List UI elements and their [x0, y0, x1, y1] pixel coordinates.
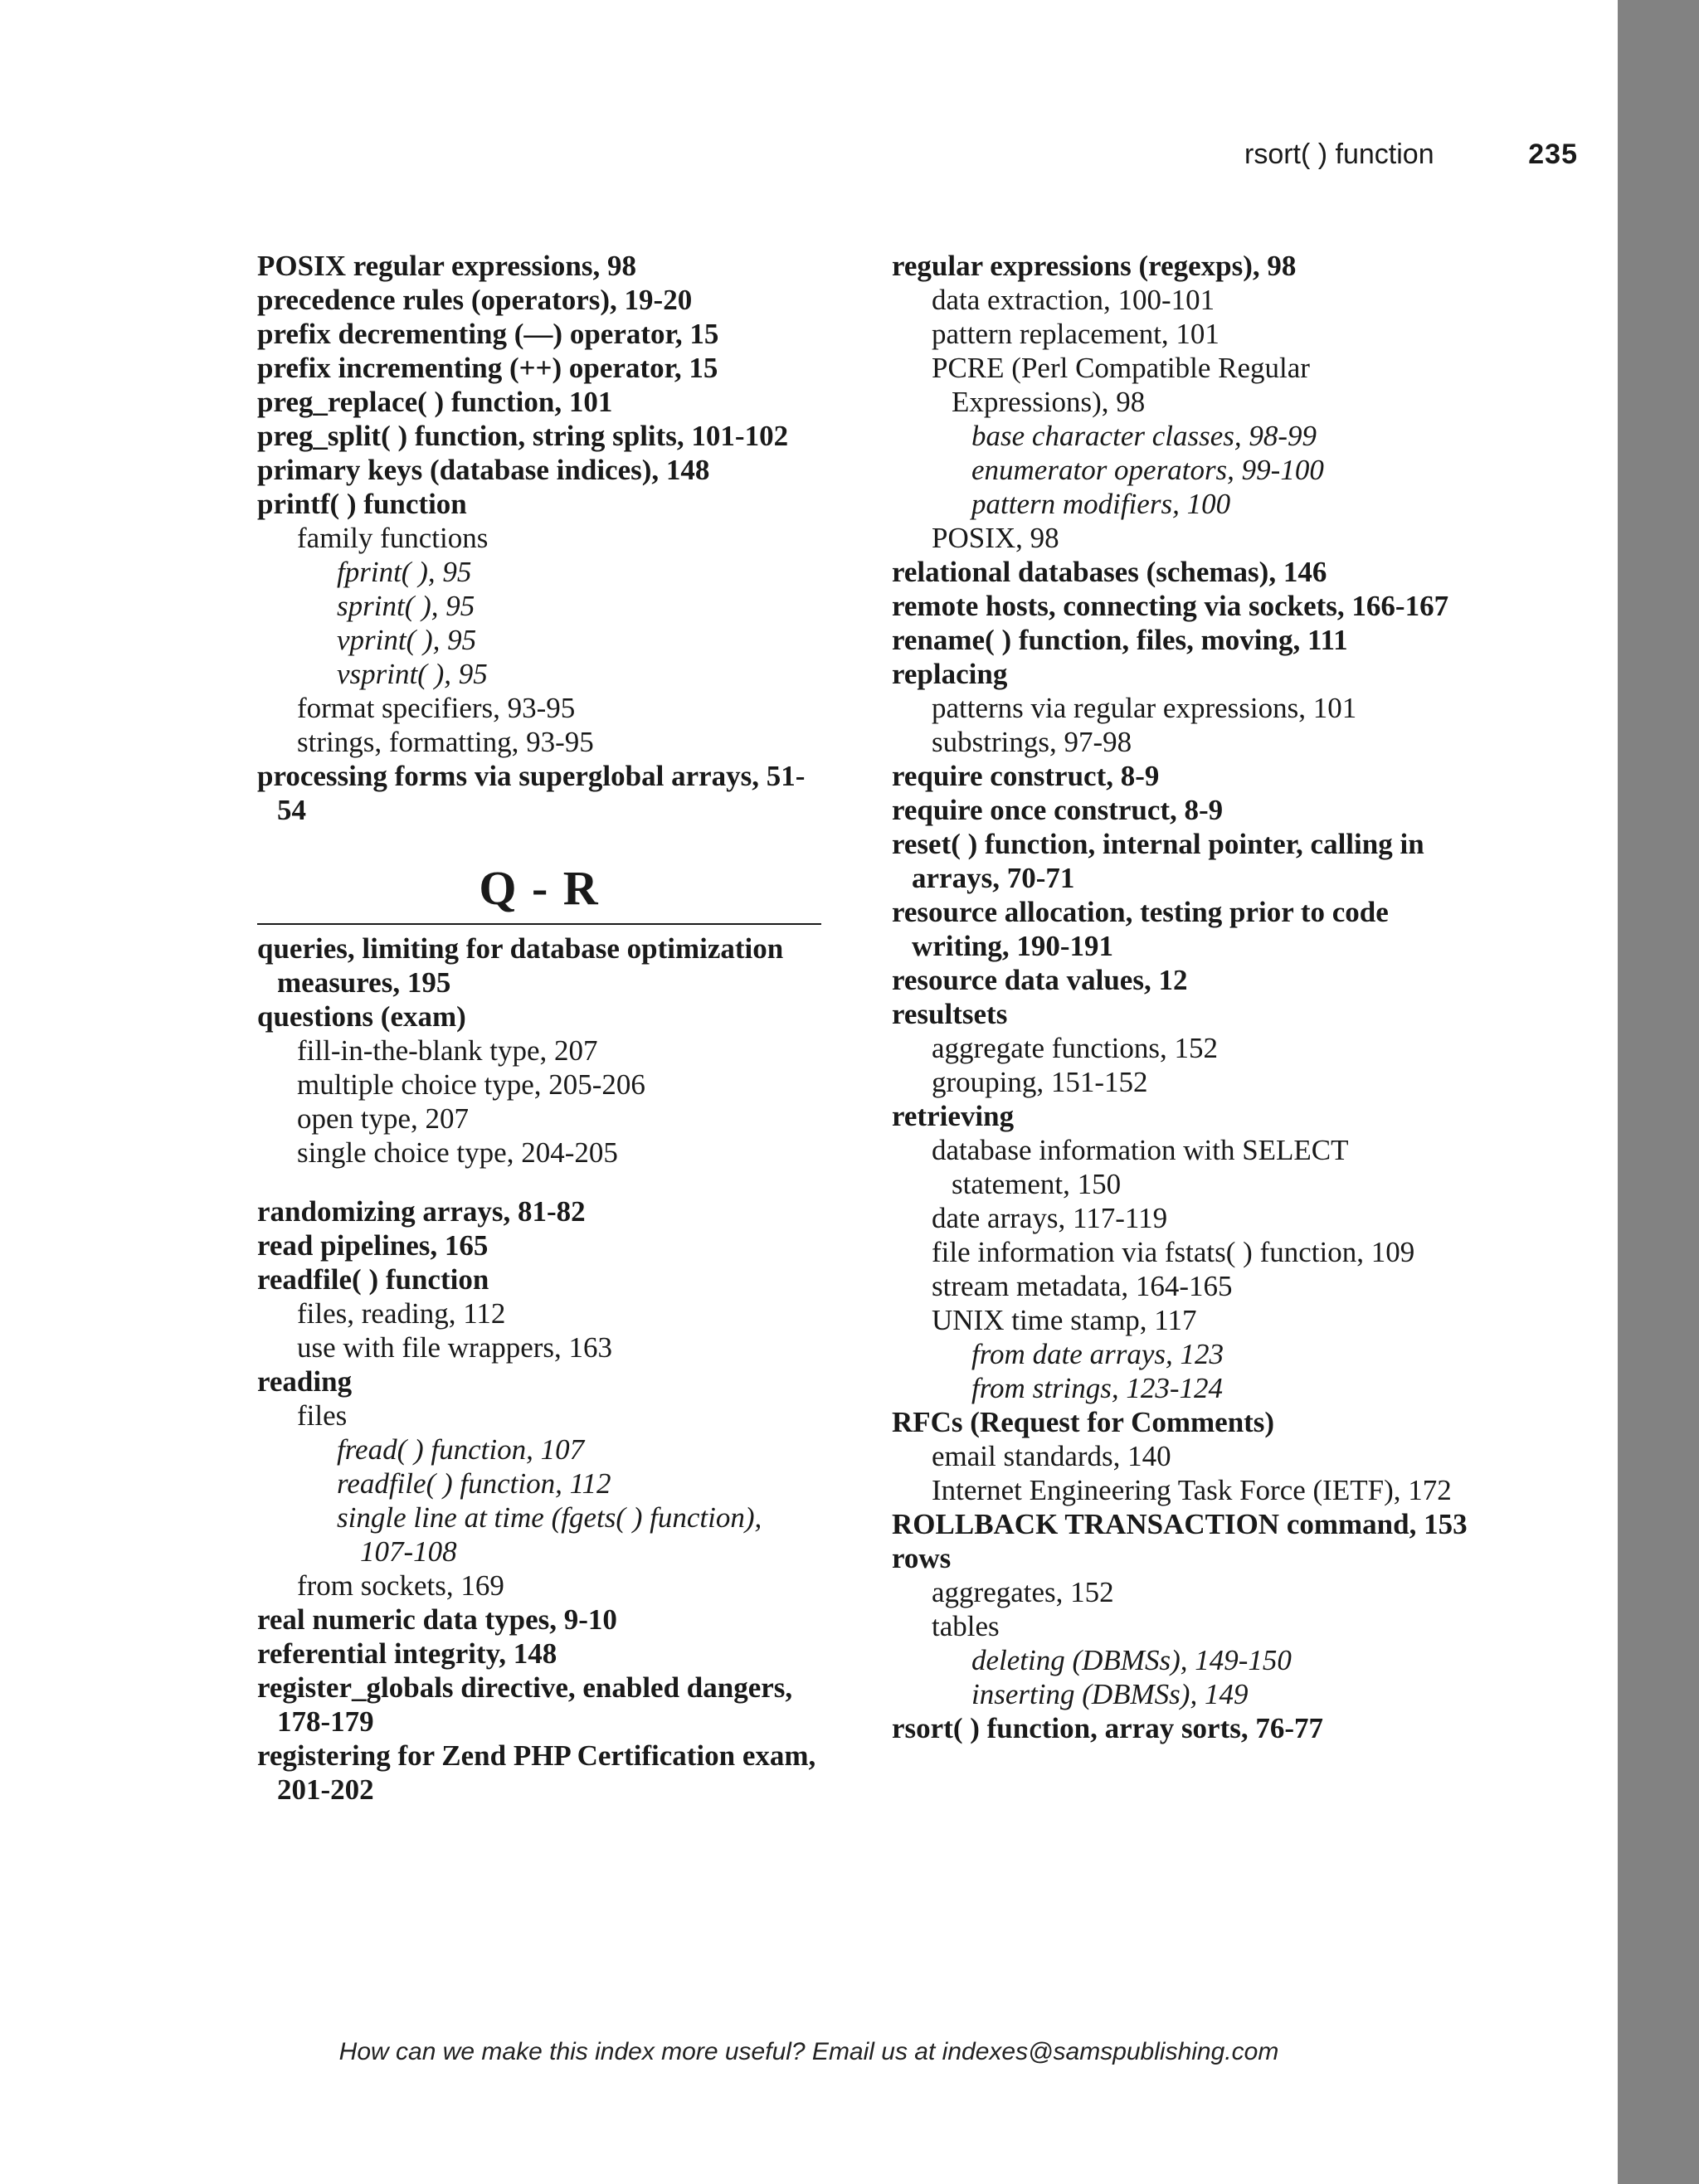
- index-entry: preg_split( ) function, string splits, 101-102: [257, 420, 789, 452]
- index-subentry: POSIX, 98: [932, 522, 1059, 554]
- index-subentry: multiple choice type, 205-206: [297, 1068, 645, 1101]
- index-subentry: data extraction, 100-101: [932, 284, 1215, 316]
- index-subsubentry: vprint( ), 95: [337, 624, 477, 656]
- index-entry: reset( ) function, internal pointer, calling in arrays, 70-71: [892, 828, 1424, 894]
- index-subsubentry: inserting (DBMSs), 149: [971, 1678, 1249, 1710]
- index-subsubentry: enumerator operators, 99-100: [971, 454, 1324, 486]
- index-entry: readfile( ) function: [257, 1263, 489, 1296]
- section-heading-q-r: [257, 855, 821, 931]
- index-entry: ROLLBACK TRANSACTION command, 153: [892, 1508, 1468, 1540]
- index-entry: regular expressions (regexps), 98: [892, 250, 1297, 282]
- index-subentry: family functions: [297, 522, 489, 554]
- index-subentry: stream metadata, 164-165: [932, 1270, 1233, 1302]
- section-heading-label: Q - R: [479, 861, 600, 915]
- index-entry: replacing: [892, 658, 1008, 690]
- index-subentry: files, reading, 112: [297, 1297, 506, 1330]
- index-subentry: file information via fstats( ) function, 109: [932, 1236, 1415, 1268]
- index-entry: rsort( ) function, array sorts, 76-77: [892, 1712, 1324, 1744]
- index-entry: randomizing arrays, 81-82: [257, 1195, 586, 1228]
- index-subentry: UNIX time stamp, 117: [932, 1304, 1197, 1336]
- index-entry: questions (exam): [257, 1000, 466, 1033]
- index-subentry: Internet Engineering Task Force (IETF), 172: [932, 1474, 1452, 1506]
- index-column-right: [892, 249, 1473, 1745]
- side-bar: [1618, 0, 1699, 2184]
- index-subentry: grouping, 151-152: [932, 1066, 1148, 1098]
- index-subentry: patterns via regular expressions, 101: [932, 692, 1357, 724]
- index-subsubentry: fread( ) function, 107: [337, 1433, 585, 1466]
- running-head: [1244, 131, 1578, 178]
- index-subsubentry: vsprint( ), 95: [337, 658, 488, 690]
- index-subsubentry: readfile( ) function, 112: [337, 1467, 611, 1500]
- index-subsubentry: sprint( ), 95: [337, 590, 475, 622]
- index-subsubentry: single line at time (fgets( ) function), 107-108: [337, 1501, 762, 1568]
- index-subsubentry: deleting (DBMSs), 149-150: [971, 1644, 1292, 1676]
- index-subentry: single choice type, 204-205: [297, 1136, 618, 1169]
- index-entry: relational databases (schemas), 146: [892, 556, 1327, 588]
- index-subsubentry: base character classes, 98-99: [971, 420, 1317, 452]
- index-entry: printf( ) function: [257, 488, 467, 520]
- index-entry: register_globals directive, enabled dangers, 178-179: [257, 1671, 793, 1738]
- index-entry: RFCs (Request for Comments): [892, 1406, 1275, 1438]
- index-subentry: database information with SELECT statement, 150: [932, 1134, 1348, 1200]
- index-subentry: aggregate functions, 152: [932, 1032, 1219, 1064]
- index-subsubentry: pattern modifiers, 100: [971, 488, 1231, 520]
- section-heading-rule: [257, 923, 821, 925]
- index-entry: referential integrity, 148: [257, 1637, 557, 1670]
- index-entry: retrieving: [892, 1100, 1015, 1132]
- footer-note: How can we make this index more useful? Email us at indexes@samspublishing.com: [338, 2038, 1279, 2065]
- index-subentry: aggregates, 152: [932, 1576, 1114, 1608]
- index-entry: real numeric data types, 9-10: [257, 1603, 617, 1636]
- index-entry: precedence rules (operators), 19-20: [257, 284, 693, 316]
- index-subsubentry: fprint( ), 95: [337, 556, 472, 588]
- index-entry: reading: [257, 1365, 353, 1398]
- index-entry: prefix incrementing (++) operator, 15: [257, 352, 718, 384]
- index-group-p: [257, 249, 821, 827]
- index-entry: prefix decrementing (—) operator, 15: [257, 318, 719, 350]
- index-group-r: [892, 249, 1473, 1745]
- index-entry: rename( ) function, files, moving, 111: [892, 624, 1348, 656]
- index-entry: read pipelines, 165: [257, 1229, 489, 1262]
- index-subentry: email standards, 140: [932, 1440, 1171, 1472]
- index-subentry: format specifiers, 93-95: [297, 692, 576, 724]
- index-subentry: strings, formatting, 93-95: [297, 726, 594, 758]
- index-subentry: date arrays, 117-119: [932, 1202, 1168, 1234]
- index-subsubentry: from date arrays, 123: [971, 1338, 1224, 1370]
- index-entry: require once construct, 8-9: [892, 794, 1224, 826]
- index-entry: processing forms via superglobal arrays, 51-54: [257, 760, 806, 826]
- index-subsubentry: from strings, 123-124: [971, 1372, 1224, 1404]
- index-entry: preg_replace( ) function, 101: [257, 386, 613, 418]
- index-subentry: substrings, 97-98: [932, 726, 1132, 758]
- index-subentry: open type, 207: [297, 1102, 470, 1135]
- index-entry: resultsets: [892, 998, 1008, 1030]
- index-entry: registering for Zend PHP Certification exam, 201-202: [257, 1739, 816, 1806]
- index-subentry: fill-in-the-blank type, 207: [297, 1034, 598, 1067]
- index-subentry: tables: [932, 1610, 1000, 1642]
- index-subentry: PCRE (Perl Compatible Regular Expressions), 98: [932, 352, 1310, 418]
- index-entry: queries, limiting for database optimization measures, 195: [257, 932, 784, 999]
- index-entry: rows: [892, 1542, 952, 1574]
- index-subentry: from sockets, 169: [297, 1569, 504, 1602]
- page-number: 235: [1528, 139, 1578, 170]
- index-group-q-r: [257, 931, 821, 1807]
- index-subentry: pattern replacement, 101: [932, 318, 1219, 350]
- index-column-left: [257, 249, 821, 1807]
- index-entry: POSIX regular expressions, 98: [257, 250, 636, 282]
- index-entry: resource data values, 12: [892, 964, 1188, 996]
- index-entry: resource allocation, testing prior to code writing, 190-191: [892, 896, 1389, 962]
- running-head-term: rsort( ) function: [1244, 139, 1434, 170]
- index-entry: primary keys (database indices), 148: [257, 454, 710, 486]
- index-entry: remote hosts, connecting via sockets, 166-167: [892, 590, 1449, 622]
- index-subentry: use with file wrappers, 163: [297, 1331, 613, 1364]
- index-entry: require construct, 8-9: [892, 760, 1160, 792]
- index-subentry: files: [297, 1399, 348, 1432]
